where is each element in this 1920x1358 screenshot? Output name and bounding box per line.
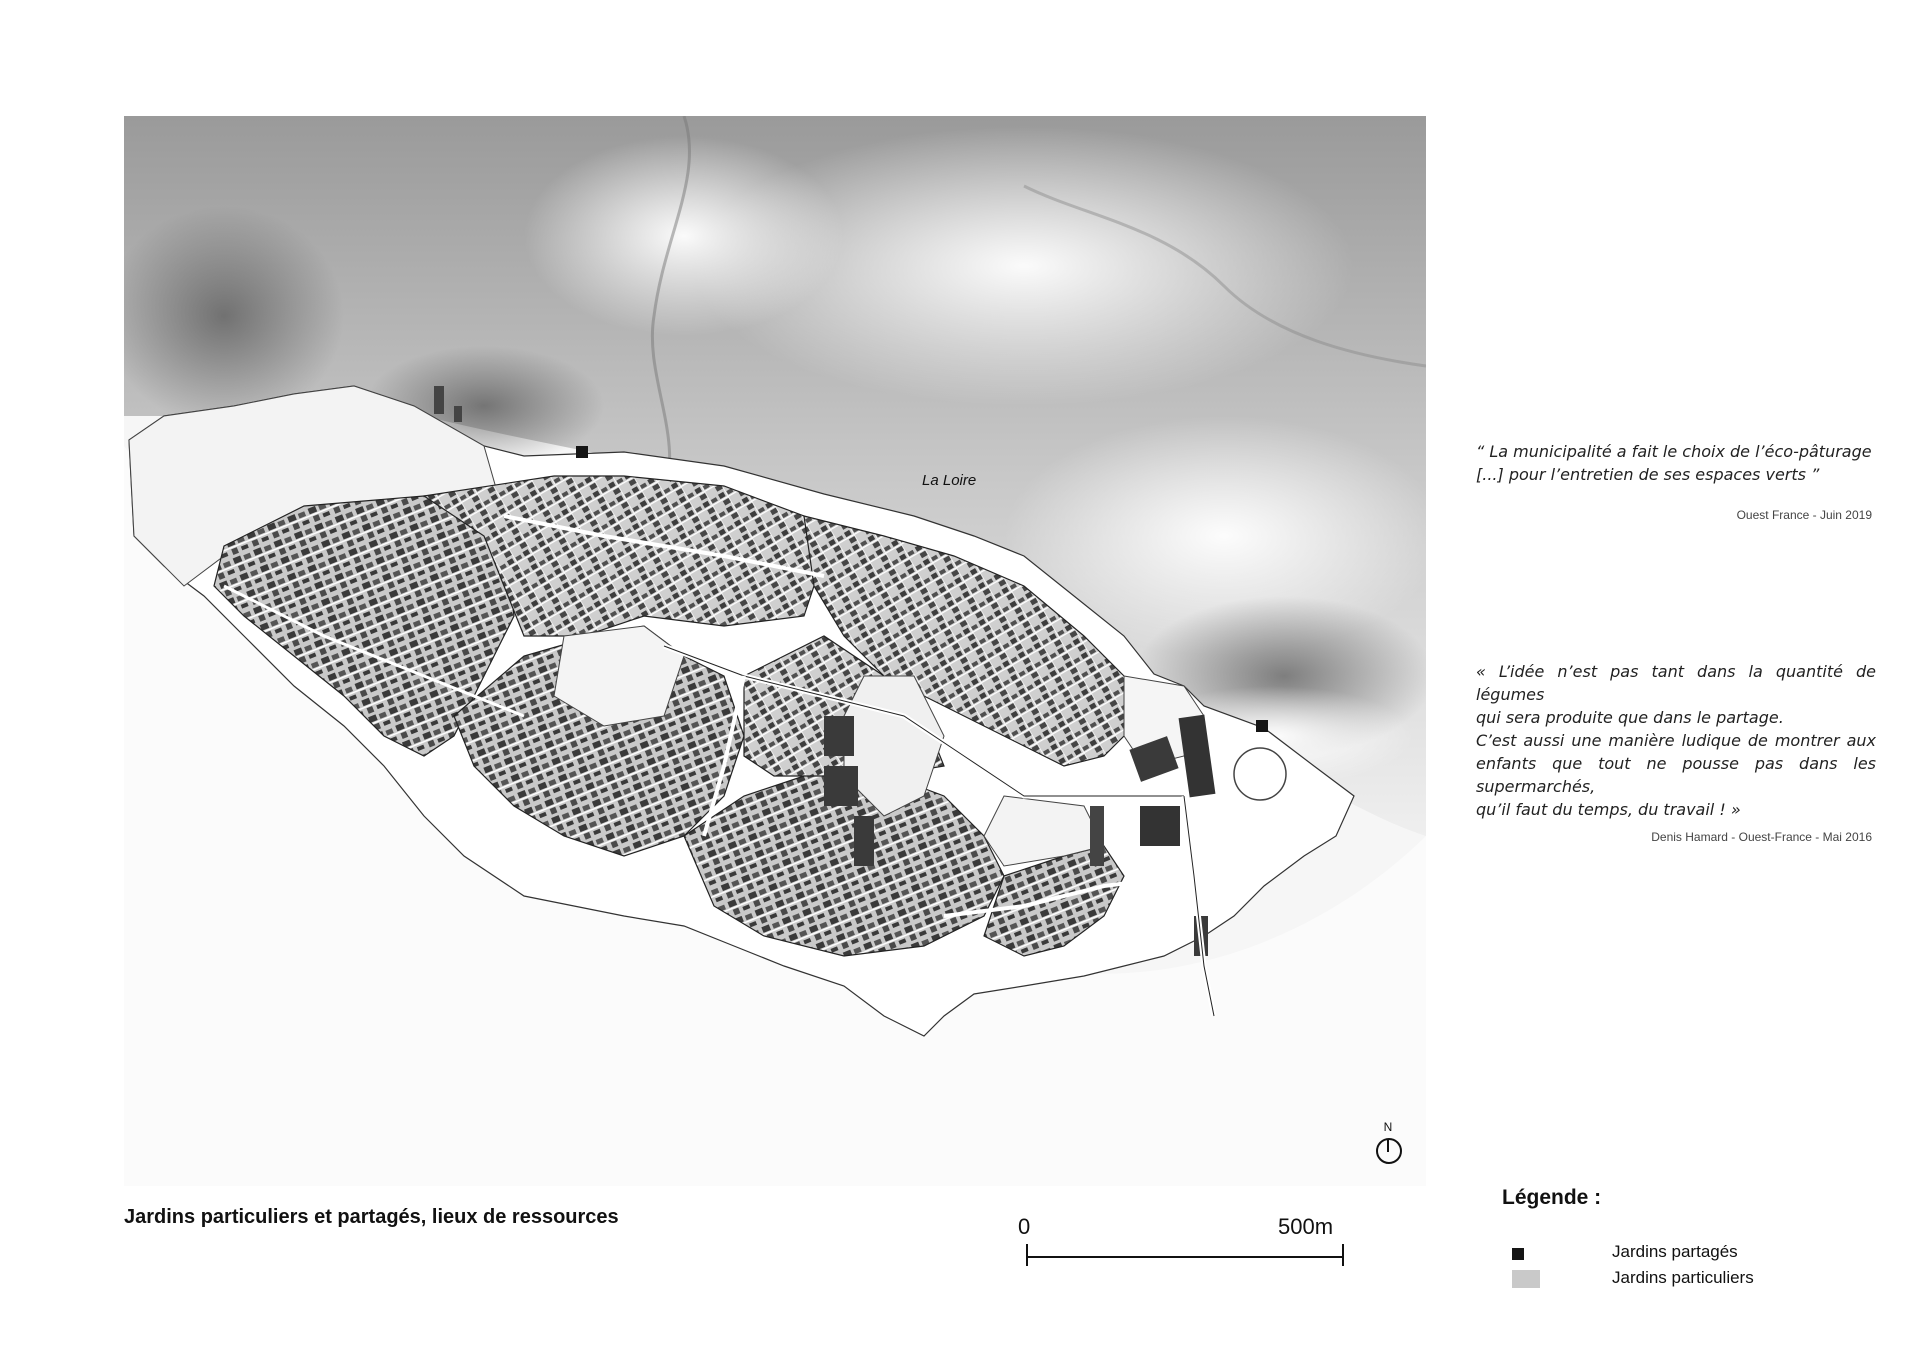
quote-line: qu’il faut du temps, du travail ! »: [1476, 800, 1741, 819]
scale-tick: [1342, 1244, 1344, 1266]
quote-source: Denis Hamard - Ouest-France - Mai 2016: [1651, 830, 1872, 844]
scale-line: [1026, 1256, 1344, 1258]
legend-item-shared-gardens: [1512, 1242, 1852, 1264]
scale-end-label: 500m: [1278, 1214, 1334, 1239]
legend-item-private-gardens: [1512, 1268, 1852, 1290]
map-title: Jardins particuliers et partagés, lieux de ressources: [124, 1206, 619, 1228]
quote-eco-paturage: [1476, 440, 1876, 486]
north-circle-icon: [1376, 1138, 1402, 1164]
quote-line: [...] pour l’entretien de ses espaces verts ”: [1476, 465, 1820, 484]
map-frame: [124, 116, 1426, 1186]
quote-partage: [1476, 660, 1876, 821]
legend-title: Légende :: [1502, 1186, 1602, 1209]
legend-swatch-shared: [1512, 1248, 1524, 1260]
legend-label: Jardins particuliers: [1612, 1268, 1754, 1287]
legend-label: Jardins partagés: [1612, 1242, 1738, 1261]
shared-garden-marker: [576, 446, 588, 458]
shared-garden-marker: [1256, 720, 1268, 732]
quote-line: “ La municipalité a fait le choix de l’éco-pâturage: [1476, 442, 1872, 461]
quote-line: qui sera produite que dans le partage.: [1476, 708, 1784, 727]
quote-line: C’est aussi une manière ludique de montrer aux enfants que tout ne pousse pas dans les supermarchés,: [1476, 731, 1876, 796]
north-needle-icon: [1387, 1140, 1389, 1152]
scale-tick: [1026, 1244, 1028, 1266]
river-label: La Loire: [922, 472, 977, 489]
north-label: N: [1383, 1120, 1393, 1134]
scale-bar: [1016, 1214, 1348, 1274]
north-arrow: [1372, 1120, 1404, 1176]
quote-line: « L’idée n’est pas tant dans la quantité de légumes: [1476, 662, 1876, 704]
town-map: [124, 116, 1426, 1186]
scale-start-label: 0: [1018, 1214, 1031, 1239]
legend-swatch-private: [1512, 1270, 1540, 1288]
legend: [1502, 1186, 1862, 1296]
quote-source: Ouest France - Juin 2019: [1736, 508, 1872, 522]
